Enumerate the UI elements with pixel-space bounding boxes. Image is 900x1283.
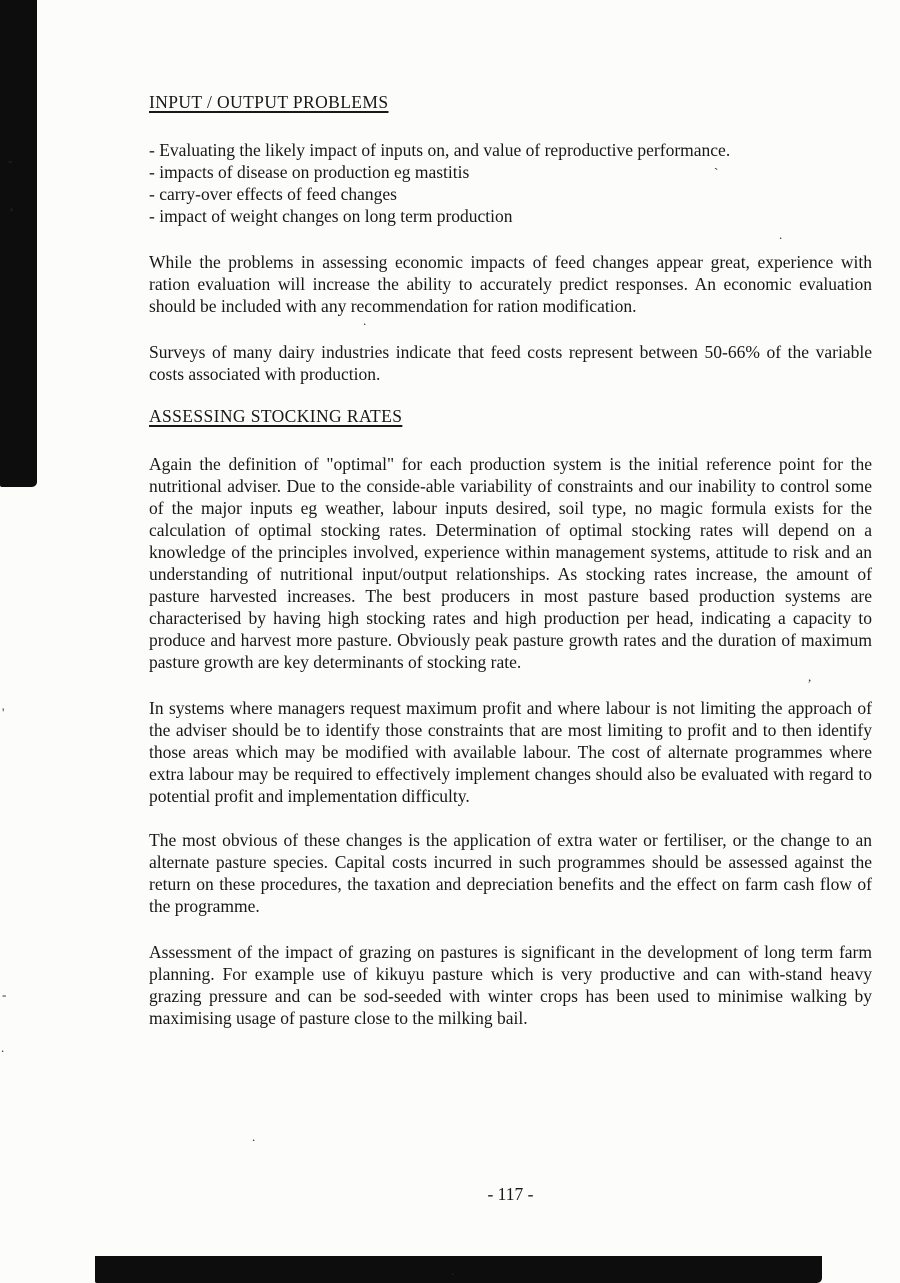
document-body (149, 91, 872, 1029)
list-item: - impacts of disease on production eg mastitis (149, 162, 470, 182)
scan-speck: . (779, 227, 783, 242)
scan-speck: ` (714, 165, 719, 180)
scan-speck: - (8, 153, 13, 168)
heading-assessing-stocking-rates: ASSESSING STOCKING RATES (149, 406, 403, 426)
list-item: - impact of weight changes on long term production (149, 206, 513, 226)
photocopy-bottom-edge-bar (95, 1256, 822, 1283)
paragraph-grazing-impact: Assessment of the impact of grazing on pastures is significant in the development of long term farm planning. For example use of kikuyu pasture which is very productive and can with-stand heavy grazing pressure and can be sod-seeded with winter crops has been used to minimise walking by maximising usage of pasture close to the milking bail. (149, 942, 872, 1028)
scan-speck: . (1, 1040, 5, 1055)
problem-list (149, 139, 872, 227)
list-item: - carry-over effects of feed changes (149, 184, 397, 204)
photocopy-left-edge-bar (0, 0, 37, 487)
scan-speck: ' (2, 705, 5, 720)
paragraph-maximum-profit: In systems where managers request maximum profit and where labour is not limiting the approach of the adviser should be to identify those constraints that are most limiting to profit and to then identify those areas which may be modified with available labour. The cost of alternate programmes where extra labour may be required to effectively implement changes should also be evaluated with regard to potential profit and implementation difficulty. (149, 698, 872, 806)
scan-speck: , (10, 198, 14, 213)
scan-speck: - (2, 987, 7, 1002)
scan-speck: . (451, 1263, 455, 1278)
heading-input-output-problems: INPUT / OUTPUT PROBLEMS (149, 92, 389, 112)
paragraph-surveys: Surveys of many dairy industries indicate that feed costs represent between 50-66% of the variable costs associated with production. (149, 342, 872, 384)
scan-speck: . (252, 1129, 256, 1144)
paragraph-capital-costs: The most obvious of these changes is the application of extra water or fertiliser, or the change to an alternate pasture species. Capital costs incurred in such programmes should be assessed against the return on these procedures, the taxation and depreciation benefits and the effect on farm cash flow of the programme. (149, 830, 872, 916)
list-item: - Evaluating the likely impact of inputs on, and value of reproductive performance. (149, 140, 731, 160)
paragraph-feed-changes: While the problems in assessing economic impacts of feed changes appear great, experience with ration evaluation will increase the ability to accurately predict responses. An economic evaluation should be included with any recommendation for ration modification. (149, 252, 872, 316)
page-number: - 117 - (487, 1184, 534, 1204)
paragraph-optimal-stocking: Again the definition of "optimal" for each production system is the initial reference point for the nutritional adviser. Due to the conside-able variability of constraints and our inability to control some of the major inputs eg weather, labour inputs desired, soil type, no magic formula exists for the calculation of optimal stocking rates. Determination of optimal stocking rates will depend on a knowledge of the principles involved, experience within management systems, attitude to risk and an understanding of nutritional input/output relationships. As stocking rates increase, the amount of pasture harvested increases. The best producers in most pasture based production systems are characterised by having high stocking rates and high production per head, indicating a capacity to produce and harvest more pasture. Obviously peak pasture growth rates and the duration of maximum pasture growth are key determinants of stocking rate. (149, 454, 872, 672)
scan-speck: . (363, 313, 367, 328)
scan-speck: , (808, 669, 812, 684)
